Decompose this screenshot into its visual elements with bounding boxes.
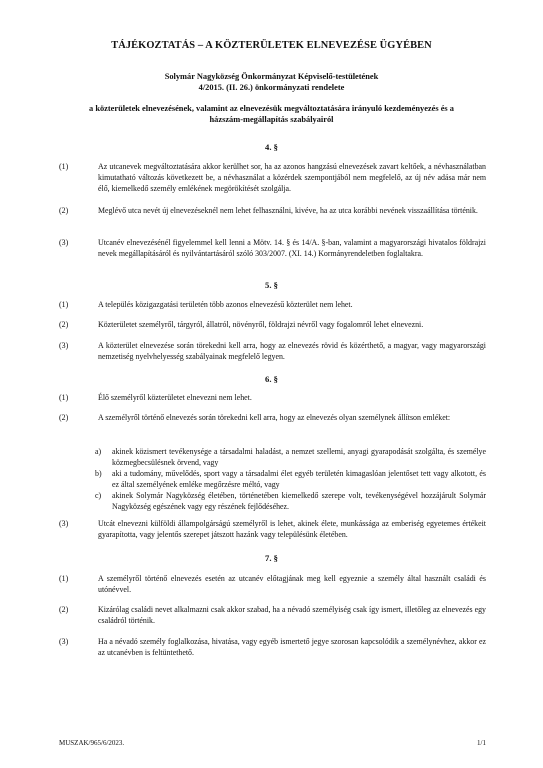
paragraph-number: (3) [59, 519, 69, 528]
paragraph-text: Utcát elnevezni külföldi állampolgárságú személyről is lehet, akinek élete, munkássága az emberiség egyetemes értékeit gyarapította, vagy jelentős szerepet játszott hazánk vagy településünk életében. [98, 519, 486, 539]
list-item-letter: a) [95, 447, 102, 456]
document-title: TÁJÉKOZTATÁS – A KÖZTERÜLETEK ELNEVEZÉSE ÜGYÉBEN [111, 40, 432, 51]
paragraph-text: Utcanév elnevezésénél figyelemmel kell lenni a Mötv. 14. § és 14/A. §-ban, valamint a magyarországi hivatalos földrajzi nevek megállapításáról és nyilvántartásáról szóló 303/2007. (XI. 14.) Kormányrendeletben foglaltakra. [98, 238, 486, 258]
paragraph-text: Közterületet személyről, tárgyról, állatról, növényről, földrajzi névről vagy fogalomról lehet elnevezni. [98, 320, 424, 329]
paragraph-number: (1) [59, 300, 69, 309]
paragraph-number: (3) [59, 637, 69, 646]
decree-subject-line-2: házszám-megállapítás szabályairól [209, 115, 334, 124]
decree-number: 4/2015. (II. 26.) önkormányzati rendelete [198, 83, 345, 92]
paragraph-text: Ha a névadó személy foglalkozása, hivatása, vagy egyéb ismertető jegye szorosan kapcsolódik a személynévhez, akkor ez az utcanévben is feltüntethető. [98, 637, 486, 657]
section-heading: 5. § [265, 280, 278, 290]
list-item-text: akinek közismert tevékenysége a társadalmi haladást, a nemzet szellemi, anyagi gyarapodását szolgálta, és személye közmegbecsülésnek örvend, vagy [112, 447, 486, 467]
document-reference: MUSZAK/965/6/2023. [59, 739, 125, 747]
paragraph-number: (1) [59, 393, 69, 402]
list-item-letter: c) [95, 491, 102, 500]
paragraph-number: (2) [59, 320, 69, 329]
paragraph-text: Az utcanevek megváltoztatására akkor kerülhet sor, ha az azonos hangzású elnevezések zavart keltőek, a névhasználatban kimutatható változás következett be, a névhasználat a közérdek szempontjából nem megfelelő, az új név adása már nem élő, kiemelkedő személy emlékének megörökítését szolgálja. [98, 162, 486, 193]
paragraph-number: (3) [59, 341, 69, 350]
list-item-text: akinek Solymár Nagyközség életében, történetében kiemelkedő szerepe volt, tevékenységével hozzájárult Solymár Nagyközség egészének vagy egy részének fejlődéséhez. [112, 491, 486, 511]
section-heading: 7. § [265, 553, 278, 563]
decree-subject-line-1: a közterületek elnevezésének, valamint az elnevezésük megváltoztatására irányuló kezdeményezés és a [89, 104, 454, 113]
page-number: 1/1 [477, 739, 486, 747]
section-heading: 4. § [265, 142, 278, 152]
section-heading: 6. § [265, 374, 278, 384]
paragraph-number: (1) [59, 162, 69, 171]
paragraph-number: (2) [59, 206, 69, 215]
paragraph-number: (2) [59, 413, 69, 422]
paragraph-text: Kizárólag családi nevet alkalmazni csak akkor szabad, ha a névadó személyiség csak így ismert, illetőleg az elnevezés egy családról történik. [98, 605, 486, 625]
paragraph-text: A település közigazgatási területén több azonos elnevezésű közterület nem lehet. [98, 300, 353, 309]
list-item-text: aki a tudomány, művelődés, sport vagy a társadalmi élet egyéb területén kimagaslóan jelentőset tett vagy alkotott, és ez által személyének emléke megőrzésre méltó, vagy [112, 469, 486, 489]
paragraph-number: (1) [59, 574, 69, 583]
paragraph-number: (3) [59, 238, 69, 247]
paragraph-number: (2) [59, 605, 69, 614]
list-item-letter: b) [95, 469, 102, 478]
paragraph-text: Élő személyről közterületet elnevezni nem lehet. [98, 393, 252, 402]
paragraph-text: A személyről történő elnevezés esetén az utcanév előtagjának meg kell egyeznie a személy által használt családi és utónévvel. [98, 574, 486, 594]
issuer-line: Solymár Nagyközség Önkormányzat Képviselő-testületének [164, 72, 379, 81]
paragraph-text: Meglévő utca nevét új elnevezéseknél nem lehet felhasználni, kivéve, ha az utca korábbi nevének visszaállítása történik. [98, 206, 478, 215]
paragraph-text: A közterület elnevezése során törekedni kell arra, hogy az elnevezés rövid és közérthető, a magyar, vagy magyarországi nemzetiség nyelvhelyesség szabályainak megfelelő legyen. [98, 341, 486, 361]
paragraph-text: A személyről történő elnevezés során törekedni kell arra, hogy az elnevezés olyan személynek állítson emléket: [98, 413, 451, 422]
